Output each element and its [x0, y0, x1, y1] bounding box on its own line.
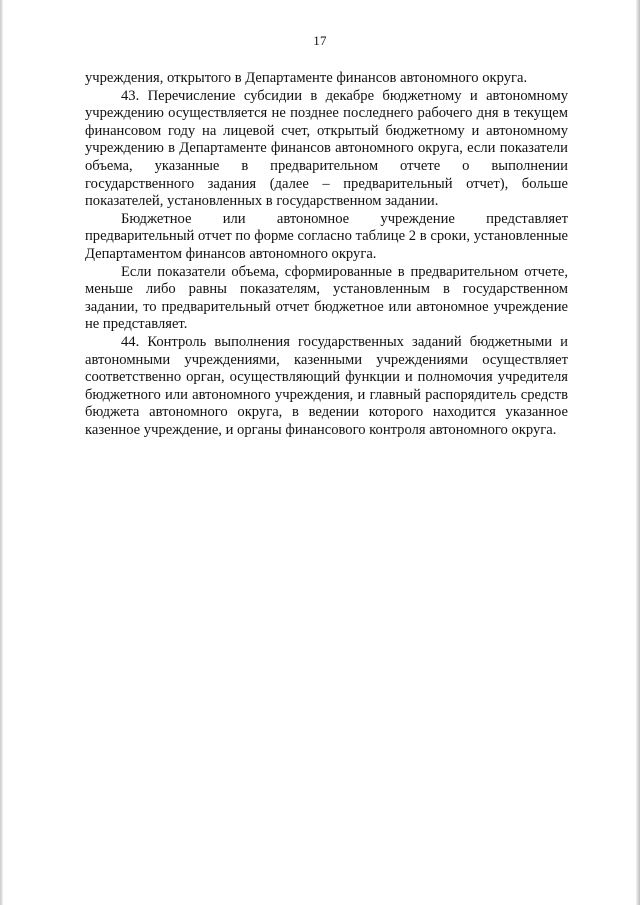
- paragraph-item-44: 44. Контроль выполнения государственных заданий бюджетными и автономными учреждениями, казенными учреждениями осуществляет соответственно орган, осуществляющий функции и полномочия учредителя бюджетного или автономного учреждения, и главный распорядитель средств бюджета автономного округа, в ведении которого находится указанное казенное учреждение, и органы финансового контроля автономного округа.: [85, 333, 568, 438]
- paragraph-report-submission: Бюджетное или автономное учреждение представляет предварительный отчет по форме согласно таблице 2 в сроки, установленные Департаментом финансов автономного округа.: [85, 210, 568, 262]
- paragraph-report-exemption: Если показатели объема, сформированные в предварительном отчете, меньше либо равны показателям, установленным в государственном задании, то предварительный отчет бюджетное или автономное учреждение не представляет.: [85, 263, 568, 333]
- paragraph-continuation: учреждения, открытого в Департаменте финансов автономного округа.: [85, 70, 528, 86]
- page-number: 17: [313, 33, 327, 48]
- paragraph-item-43: 43. Перечисление субсидии в декабре бюджетному и автономному учреждению осуществляется не позднее последнего рабочего дня в текущем финансовом году на лицевой счет, открытый бюджетному и автономному учреждению в Департаменте финансов автономного округа, если показатели объема, указанные в предварительном отчете о выполнении государственного задания (далее – предварительный отчет), больше показателей, установленных в государственном задании.: [85, 87, 568, 210]
- scan-edge-right: [636, 0, 640, 905]
- document-body: [85, 70, 568, 439]
- scan-edge-left: [0, 0, 3, 905]
